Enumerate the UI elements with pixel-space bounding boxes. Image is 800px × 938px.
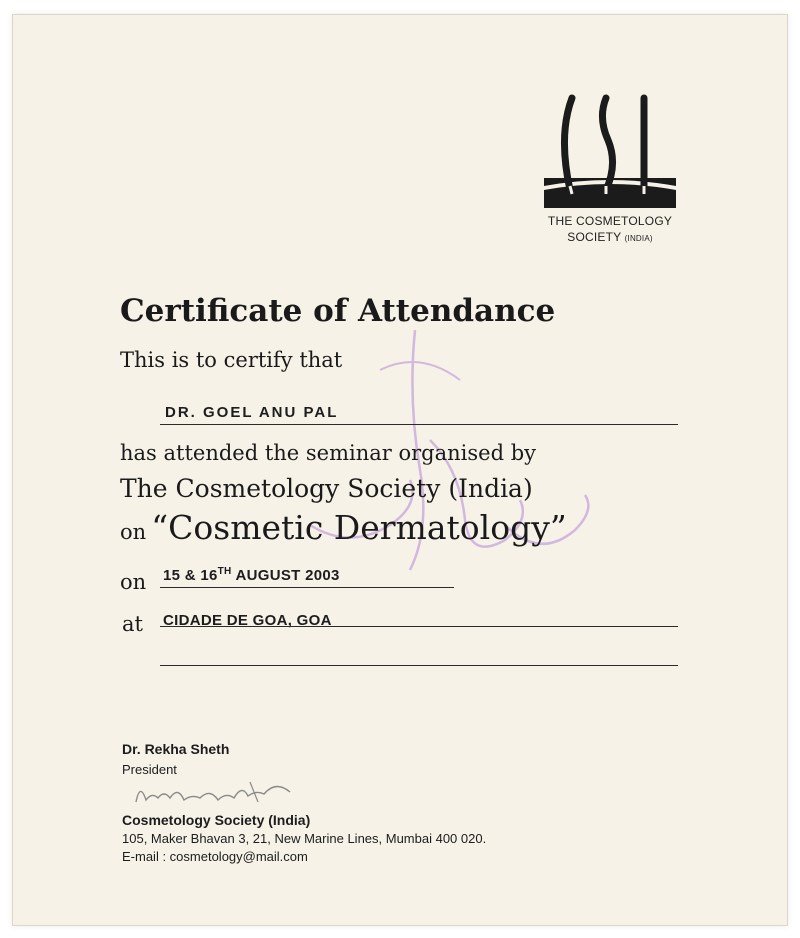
handwritten-signature-icon — [130, 772, 310, 812]
seminar-row — [120, 508, 567, 547]
logo-society: SOCIETY — [567, 230, 622, 244]
certificate-title: Certificate of Attendance — [120, 293, 556, 329]
logo-india: (INDIA) — [624, 234, 653, 243]
venue: CIDADE DE GOA, GOA — [163, 612, 332, 629]
footer-email: E-mail : cosmetology@mail.com — [122, 849, 308, 864]
date-suffix: TH — [217, 566, 232, 577]
date-on-label: on — [120, 570, 147, 594]
organiser-name: The Cosmetology Society (India) — [120, 474, 533, 503]
recipient-name: DR. GOEL ANU PAL — [165, 404, 339, 421]
attended-text: has attended the seminar organised by — [120, 441, 537, 465]
date-rest: AUGUST 2003 — [235, 567, 340, 584]
recipient-underline — [160, 424, 678, 425]
logo-text-line2 — [540, 230, 680, 244]
csi-logo-icon — [540, 90, 680, 215]
venue-underline — [160, 626, 678, 627]
president-title: President — [122, 762, 177, 777]
society-logo — [540, 90, 680, 250]
seminar-date — [163, 566, 340, 584]
date-underline — [160, 587, 454, 588]
certify-text: This is to certify that — [120, 348, 343, 372]
venue-underline-2 — [160, 665, 678, 666]
logo-text-line1: THE COSMETOLOGY — [547, 214, 673, 228]
president-name: Dr. Rekha Sheth — [122, 741, 230, 757]
at-label: at — [122, 612, 143, 636]
date-day: 15 & 16 — [163, 567, 218, 584]
footer-address: 105, Maker Bhavan 3, 21, New Marine Lines, Mumbai 400 020. — [122, 831, 487, 846]
seminar-title: “Cosmetic Dermatology” — [151, 508, 567, 547]
footer-org-name: Cosmetology Society (India) — [122, 812, 311, 828]
on-label: on — [120, 520, 147, 544]
